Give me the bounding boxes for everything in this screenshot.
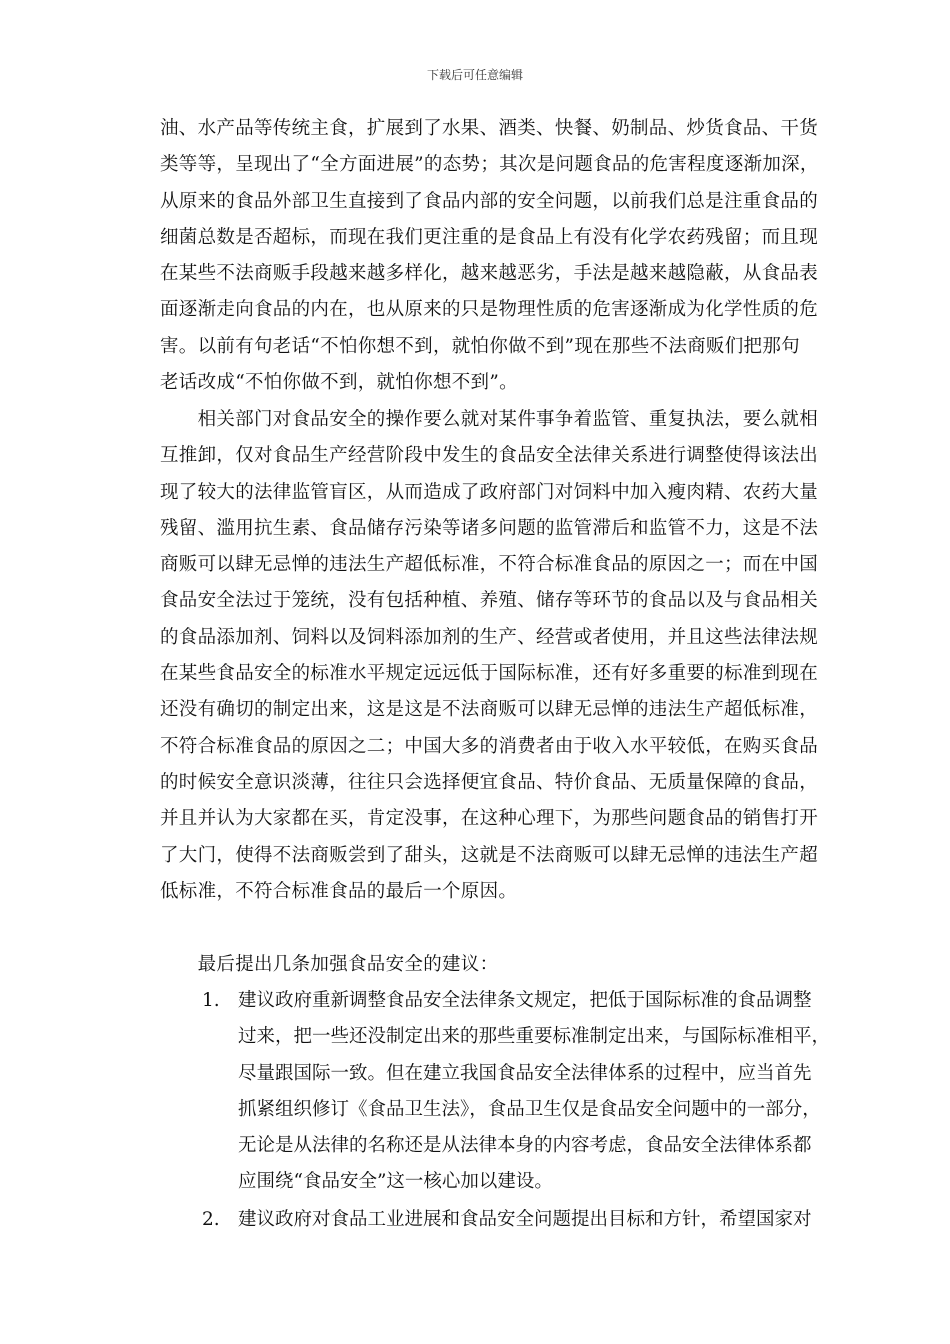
text-line: 从原来的食品外部卫生直接到了食品内部的安全问题，以前我们总是注重食品的 — [160, 190, 819, 212]
text-line: 还没有确切的制定出来，这是这是不法商贩可以肆无忌惮的违法生产超低标准， — [160, 699, 819, 721]
text-line: 最后提出几条加强食品安全的建议： — [160, 954, 499, 975]
text-line: 并且并认为大家都在买，肯定没事，在这种心理下，为那些问题食品的销售打开 — [160, 808, 819, 830]
text-line: 商贩可以肆无忌惮的违法生产超低标准，不符合标准食品的原因之一；而在中国 — [160, 554, 819, 576]
text-line: 建议政府对食品工业进展和食品安全问题提出目标和方针，希望国家对 — [238, 1209, 812, 1230]
text-line: 面逐渐走向食品的内在，也从原来的只是物理性质的危害逐渐成为化学性质的危 — [160, 299, 819, 321]
text-line: 相关部门对食品安全的操作要么就对某件事争着监管、重复执法，要么就相 — [160, 409, 819, 430]
text-line: 残留、滥用抗生素、食品储存污染等诸多问题的监管滞后和监管不力，这是不法 — [160, 517, 819, 539]
text-line: 无论是从法律的名称还是从法律本身的内容考虑，食品安全法律体系都 — [238, 1135, 812, 1157]
text-line: 油、水产品等传统主食，扩展到了水果、酒类、快餐、奶制品、炒货食品、干货 — [160, 118, 819, 139]
text-line: 过来，把一些还没制定出来的那些重要标准制定出来，与国际标准相平， — [238, 1026, 831, 1048]
text-line: 不符合标准食品的原因之二；中国大多的消费者由于收入水平较低，在购买食品 — [160, 735, 819, 757]
text-line: 细菌总数是否超标，而现在我们更注重的是食品上有没有化学农药残留；而且现 — [160, 226, 819, 248]
text-line: 的时候安全意识淡薄，往往只会选择便宜食品、特价食品、无质量保障的食品， — [160, 771, 819, 793]
paragraph-3 — [160, 947, 840, 983]
list-number: 2. — [202, 1209, 220, 1230]
text-line: 在某些不法商贩手段越来越多样化，越来越恶劣，手法是越来越隐蔽，从食品表 — [160, 263, 819, 285]
text-line: 建议政府重新调整食品安全法律条文规定，把低于国际标准的食品调整 — [238, 990, 812, 1011]
text-line: 抓紧组织修订《食品卫生法》，食品卫生仅是食品安全问题中的一部分， — [238, 1098, 821, 1120]
text-line: 害。以前有句老话“不怕你想不到，就怕你做不到”现在那些不法商贩们把那句 — [160, 335, 800, 357]
text-line: 了大门，使得不法商贩尝到了甜头，这就是不法商贩可以肆无忌惮的违法生产超 — [160, 844, 819, 866]
text-line: 在某些食品安全的标准水平规定远远低于国际标准，还有好多重要的标准到现在 — [160, 663, 819, 685]
text-line: 老话改成“不怕你做不到，就怕你想不到”。 — [160, 372, 518, 394]
list-item-2 — [160, 1202, 860, 1238]
text-line: 尽量跟国际一致。但在建立我国食品安全法律体系的过程中，应当首先 — [238, 1062, 812, 1084]
text-line: 的食品添加剂、饲料以及饲料添加剂的生产、经营或者使用，并且这些法律法规 — [160, 626, 819, 648]
paragraph-2 — [160, 402, 840, 910]
paragraph-1 — [160, 111, 840, 401]
text-line: 类等等，呈现出了“全方面进展”的态势；其次是问题食品的危害程度逐渐加深， — [160, 154, 819, 176]
list-number: 1. — [202, 990, 220, 1011]
text-line: 互推卸，仅对食品生产经营阶段中发生的食品安全法律关系进行调整使得该法出 — [160, 445, 819, 467]
text-line: 应围绕“食品安全”这一核心加以建设。 — [238, 1171, 553, 1193]
list-item-1 — [160, 983, 860, 1201]
text-line: 食品安全法过于笼统，没有包括种植、养殖、储存等环节的食品以及与食品相关 — [160, 590, 819, 612]
page-header: 下载后可任意编辑 — [426, 68, 523, 82]
text-line: 现了较大的法律监管盲区，从而造成了政府部门对饲料中加入瘦肉精、农药大量 — [160, 481, 819, 503]
text-line: 低标准，不符合标准食品的最后一个原因。 — [160, 880, 518, 902]
